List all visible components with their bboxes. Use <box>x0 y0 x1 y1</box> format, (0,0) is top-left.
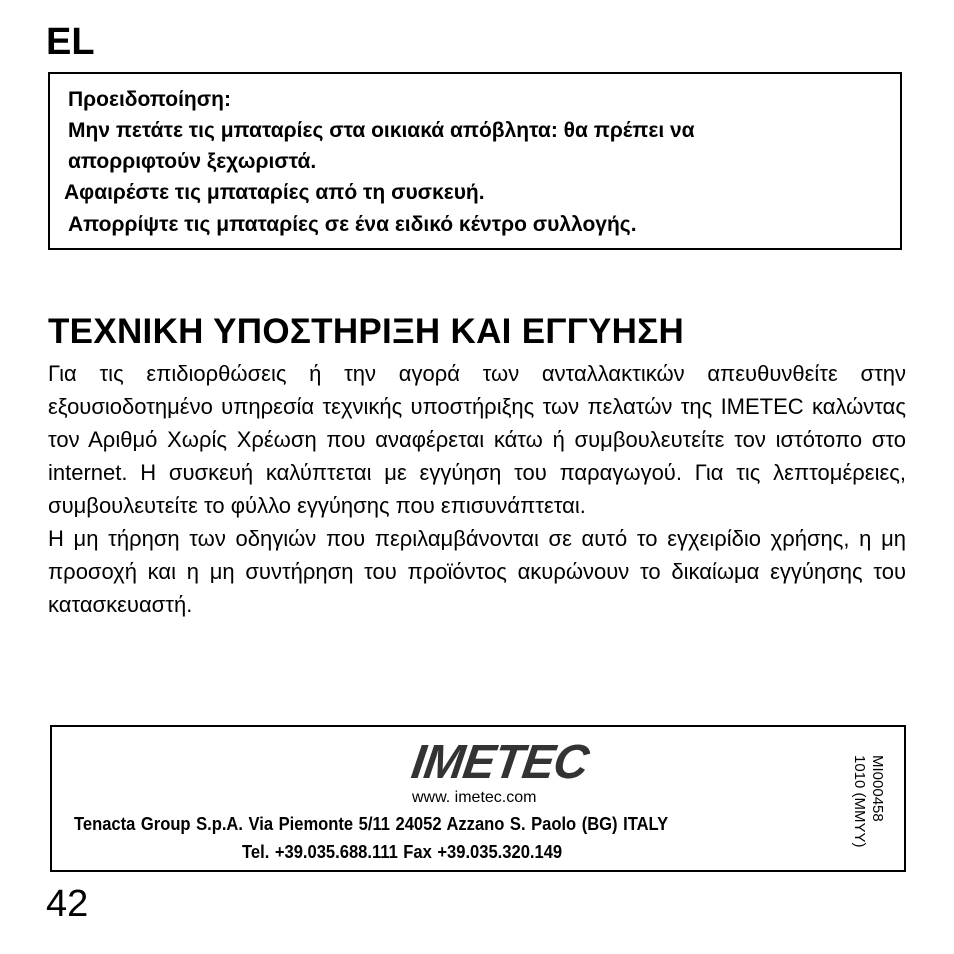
document-code <box>846 755 886 863</box>
warning-line: Μην πετάτε τις μπαταρίες στα οικιακά απόβλητα: θα πρέπει να <box>68 119 695 142</box>
warning-line: Απορρίψτε τις μπαταρίες σε ένα ειδικό κέντρο συλλογής. <box>68 213 637 236</box>
imetec-logo: IMETEC <box>408 736 592 789</box>
section-title: ΤΕΧΝΙΚΗ ΥΠΟΣΤΗΡΙΞΗ ΚΑΙ ΕΓΓΥΗΣΗ <box>48 312 685 351</box>
doc-code: MI000458 <box>869 755 886 822</box>
body-paragraph: Η μη τήρηση των οδηγιών που περιλαμβάνονται σε αυτό το εγχειρίδιο χρήσης, η μη προσοχή και η μη συντήρηση του προϊόντος ακυρώνουν το δικαίωμα εγγύησης του κατασκευαστή. <box>48 526 906 617</box>
section-body <box>48 357 906 621</box>
company-address: Tenacta Group S.p.A. Via Piemonte 5/11 24052 Azzano S. Paolo (BG) ITALY <box>74 814 669 834</box>
warning-heading: Προειδοποίηση: <box>68 88 231 111</box>
page-number: 42 <box>46 883 89 925</box>
website-text: www. imetec.com <box>412 789 537 806</box>
warning-line: Αφαιρέστε τις μπαταρίες από τη συσκευή. <box>64 181 485 204</box>
language-code: EL <box>46 21 95 63</box>
company-contacts: Tel. +39.035.688.111 Fax +39.035.320.149 <box>242 842 563 862</box>
body-paragraph: Για τις επιδιορθώσεις ή την αγορά των ανταλλακτικών απευθυνθείτε στην εξουσιοδοτημένο υπηρεσία τεχνικής υποστήριξης των πελατών της IMETEC καλώντας τον Αριθμό Χωρίς Χρέωση που αναφέρεται κάτω ή συμβουλευτείτε τον ιστότοπο στο internet. Η συσκευή καλύπτεται με εγγύηση του παραγωγού. Για τις λεπτομέρειες, συμβουλευτείτε το φύλλο εγγύησης που επισυνάπτεται. <box>48 361 906 518</box>
warning-line: απορριφτούν ξεχωριστά. <box>68 150 317 173</box>
manufacturer-info-box <box>50 725 906 872</box>
battery-warning-box <box>48 72 902 250</box>
doc-date: 1010 (MMYY) <box>851 755 868 848</box>
